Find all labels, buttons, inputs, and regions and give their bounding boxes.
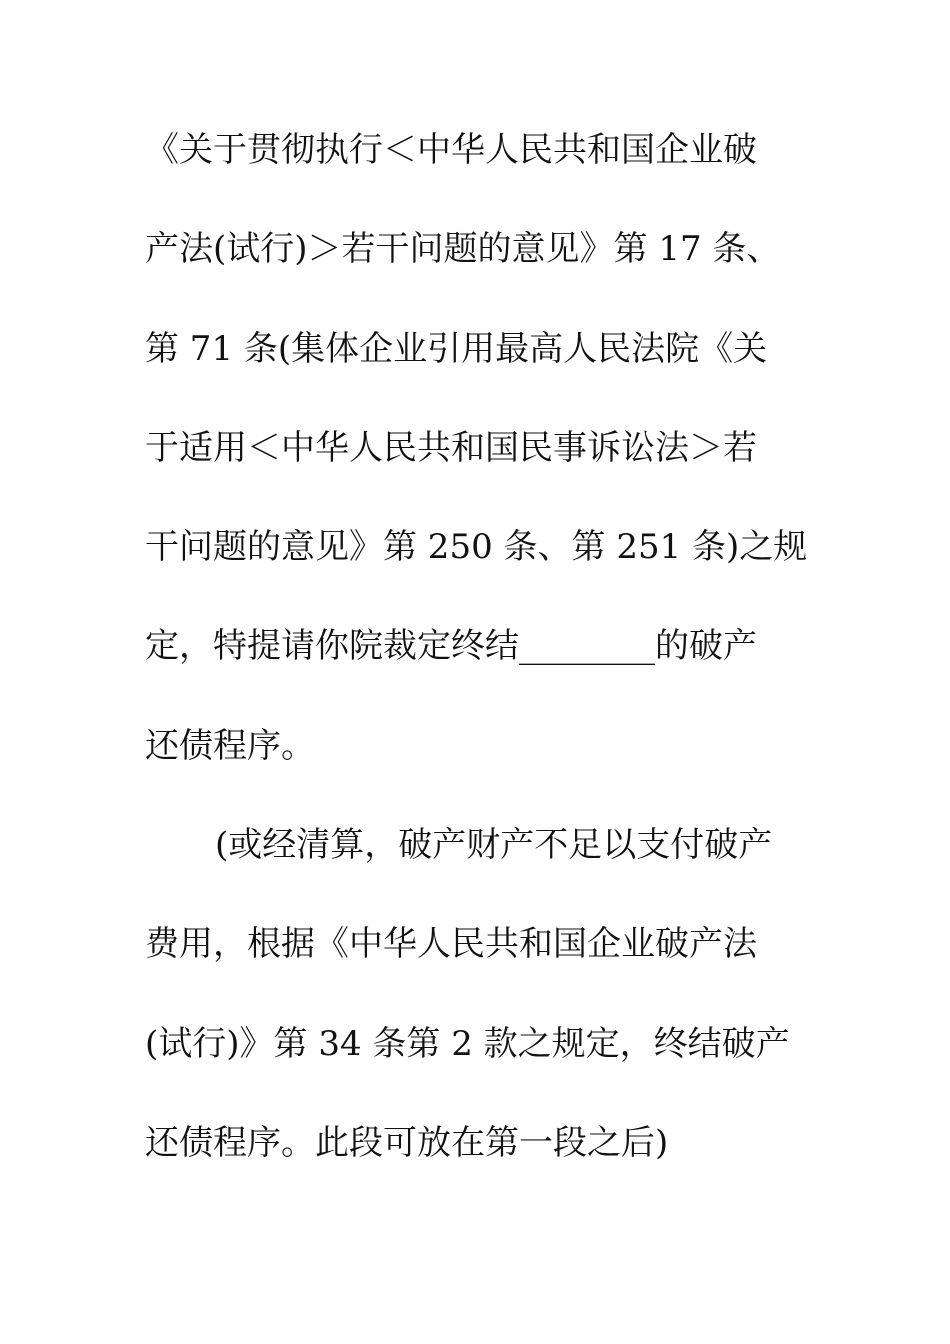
document-line: 《关于贯彻执行＜中华人民共和国企业破: [145, 130, 757, 170]
document-line: 费用，根据《中华人民共和国企业破产法: [145, 924, 757, 965]
document-line: 还债程序。: [145, 725, 315, 766]
document-line: 干问题的意见》第 250 条、第 251 条)之规: [145, 527, 808, 568]
document-body: [145, 125, 815, 1217]
document-line-indented: (或经清算，破产财产不足以支付破产: [215, 825, 773, 866]
document-line: 产法(试行)＞若干问题的意见》第 17 条、: [145, 229, 781, 270]
document-line: 定，特提请你院裁定终结________的破产: [145, 626, 757, 667]
document-line: 第 71 条(集体企业引用最高人民法院《关: [145, 328, 768, 369]
document-line: 于适用＜中华人民共和国民事诉讼法＞若: [145, 427, 757, 468]
document-line: (试行)》第 34 条第 2 款之规定，终结破产: [145, 1023, 790, 1064]
document-line: 还债程序。此段可放在第一段之后): [145, 1122, 669, 1163]
